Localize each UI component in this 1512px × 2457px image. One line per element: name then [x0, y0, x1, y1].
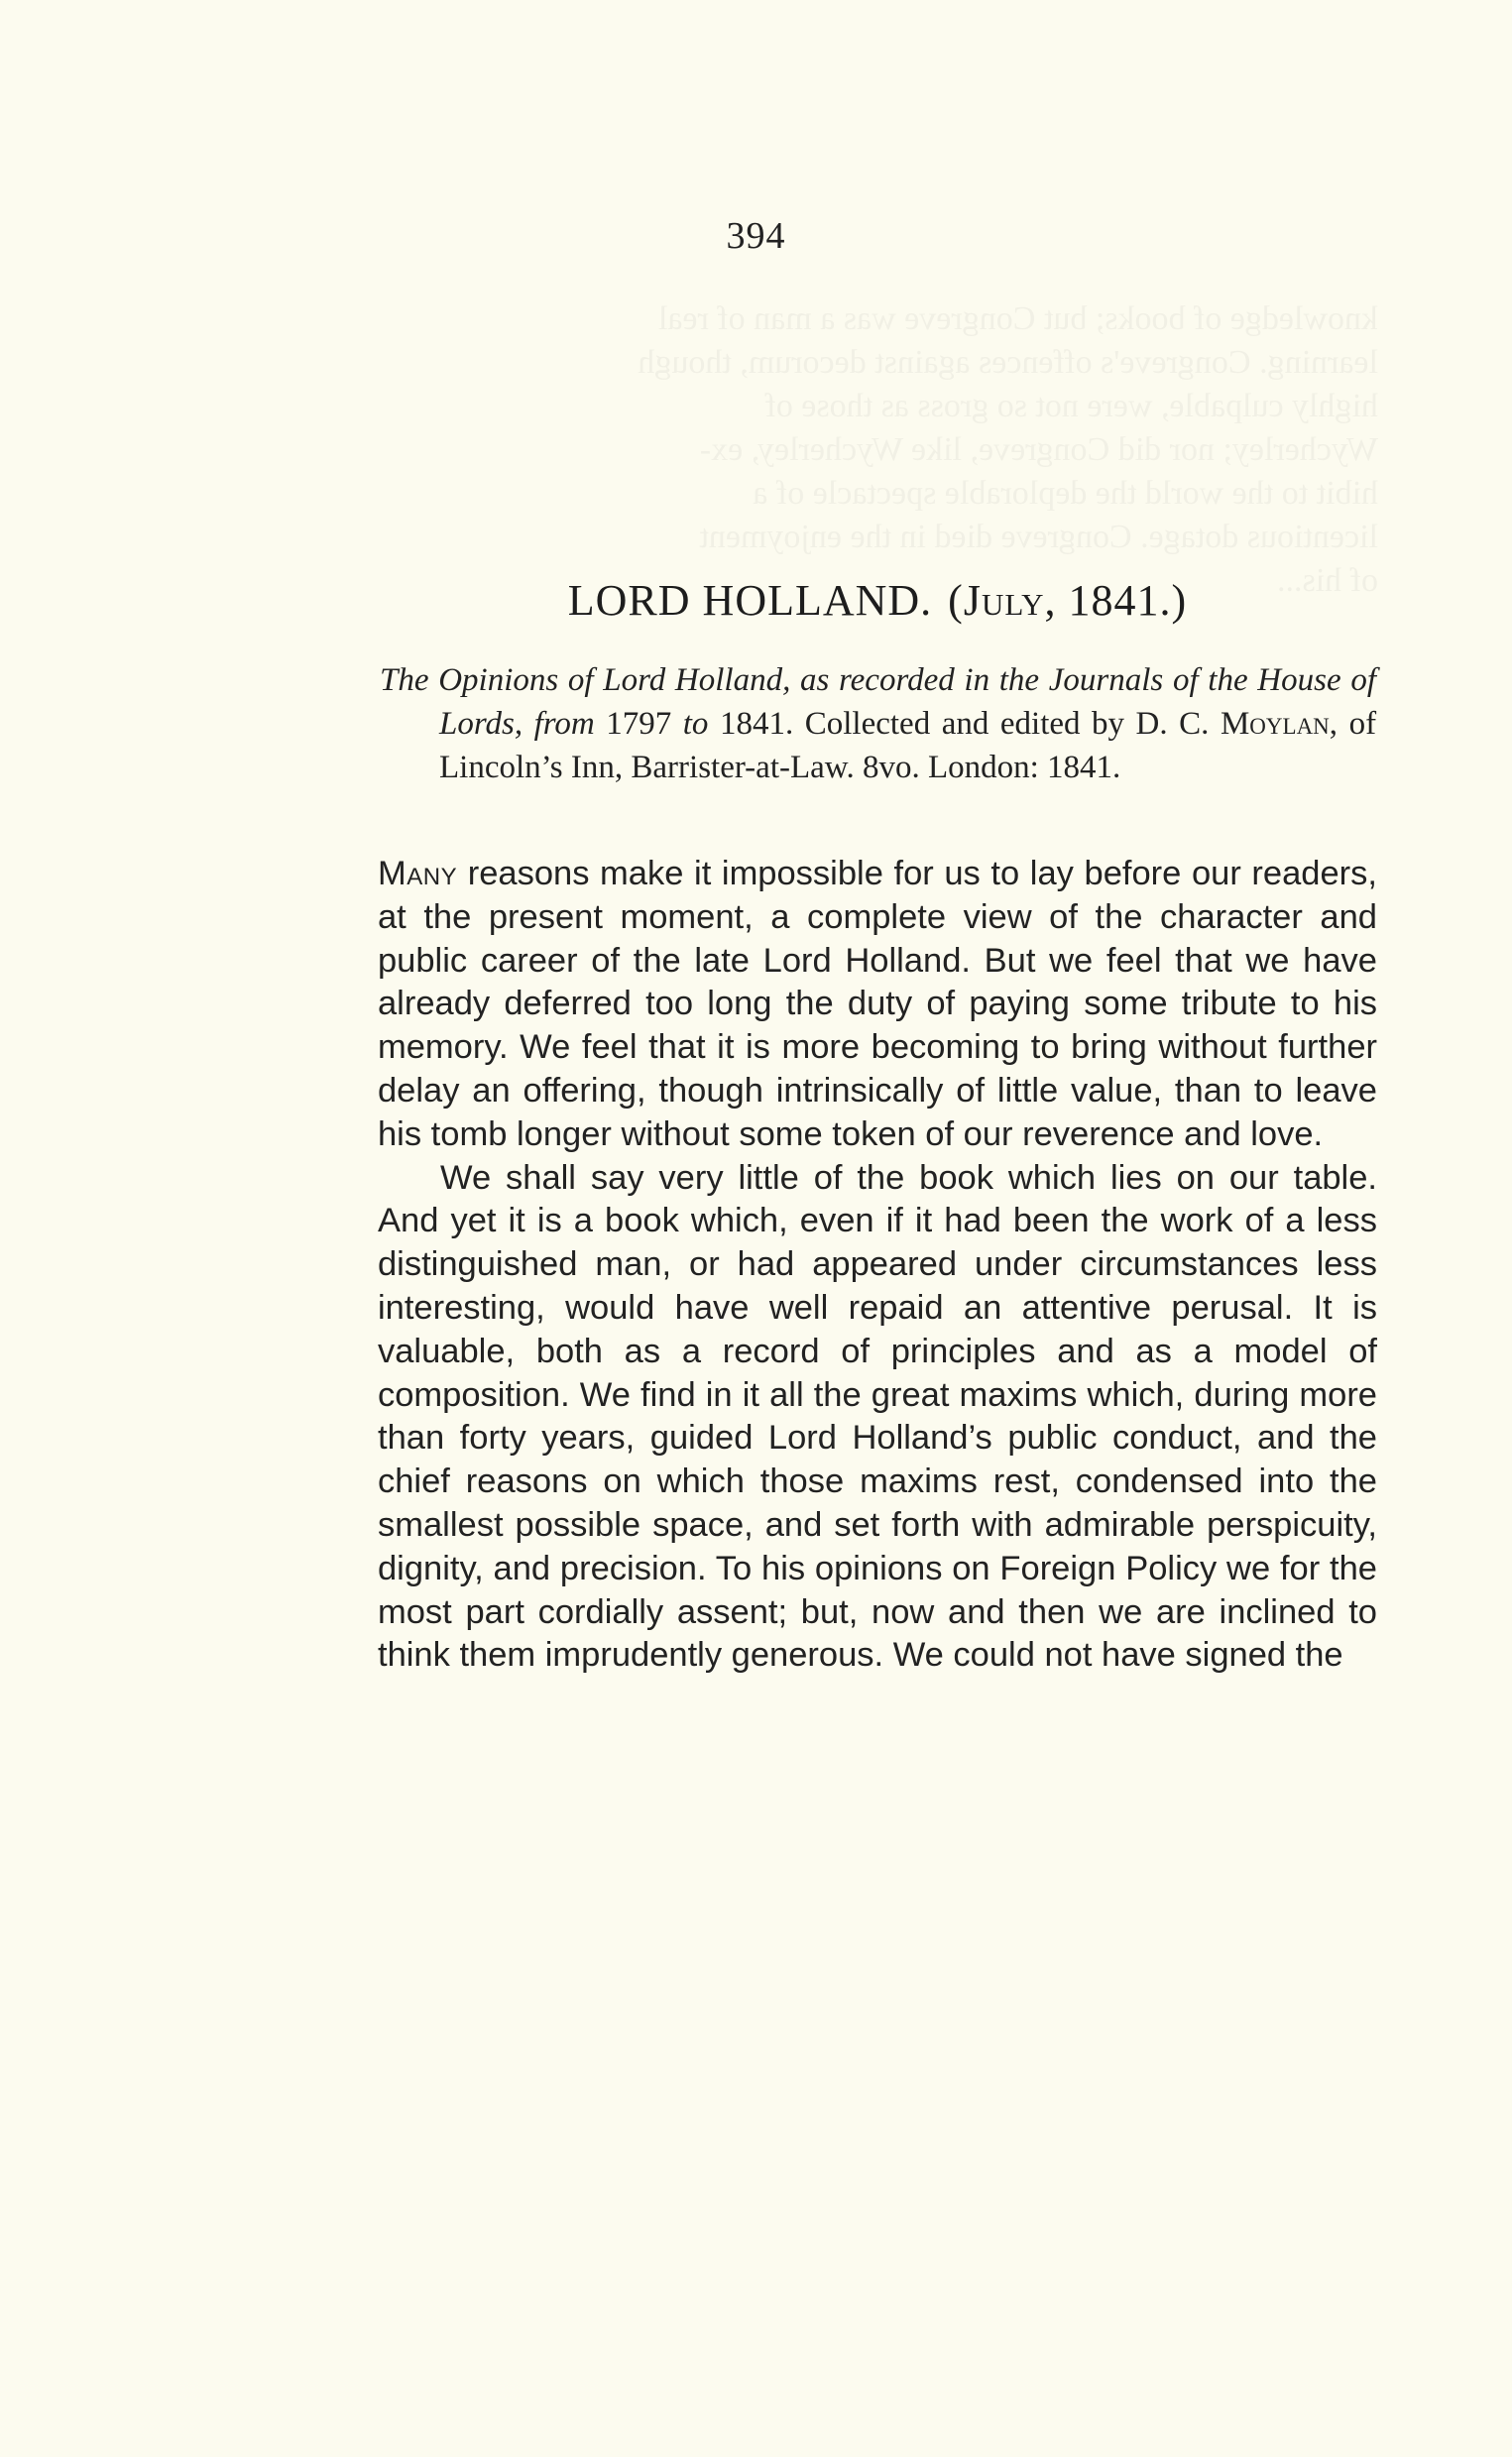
citation-collected: Collected and edited by D. C. [804, 706, 1210, 742]
paragraph-1-opening-word: Many [378, 855, 458, 892]
essay-title [377, 575, 1378, 626]
citation-year-from: 1797 [606, 706, 672, 742]
essay-title-date: (July, 1841.) [948, 576, 1188, 625]
paragraph-2: We shall say very little of the book which lies on our table. And yet it is a book which, even if it had been the work of a less distinguished man, or had appeared under circumstances less interesting, would have well repaid an attentive perusal. It is valuable, both as a record of principles and as a model of composition. We find in it all the great maxims which, during more than forty years, guided Lord Holland’s public conduct, and the chief reasons on which those maxims rest, condensed into the smallest possible space, and set forth with admirable perspicuity, dignity, and precision. To his opinions on Foreign Policy we for the most part cordially assent; but, now and then we are inclined to think them imprudently generous. We could not have signed the [378, 1158, 1377, 1675]
paragraph-1 [378, 853, 1377, 1157]
citation-title-part-2: of the House of Lords, from [439, 662, 1376, 742]
page-number: 394 [726, 215, 786, 257]
review-citation [380, 658, 1376, 789]
citation-editor-name: Moylan [1220, 706, 1330, 742]
citation-title-part-1: The Opinions of Lord Holland, as recorded in the Journals [380, 662, 1164, 698]
paragraph-1-text: reasons make it impossible for us to lay before our readers, at the present moment, a complete view of the character and public career of the late Lord Holland. But we feel that we have already deferred too long the duty of paying some tribute to his memory. We feel that it is more becoming to bring without further delay an offering, though intrinsically of little value, than to leave his tomb longer without some token of our reverence and love. [378, 855, 1377, 1153]
citation-year-to: 1841. [719, 706, 794, 742]
citation-rest: , of Lincoln’s Inn, Barrister-at-Law. 8vo. London: 1841. [439, 706, 1377, 785]
show-through-texture: knowledge of books; but Congreve was a man of real learning. Congreve's offences against decorum, though highly culpable, were not so gross as those of Wycherley; nor did Congreve, like Wycherley, ex- hibit to the world the deplorable spectacle of a licentious dotage. Congreve died in the enjoyment of his... [638, 300, 1378, 599]
essay-body [378, 853, 1377, 1678]
citation-to: to [682, 706, 709, 742]
essay-title-name: LORD HOLLAND. [567, 576, 933, 625]
